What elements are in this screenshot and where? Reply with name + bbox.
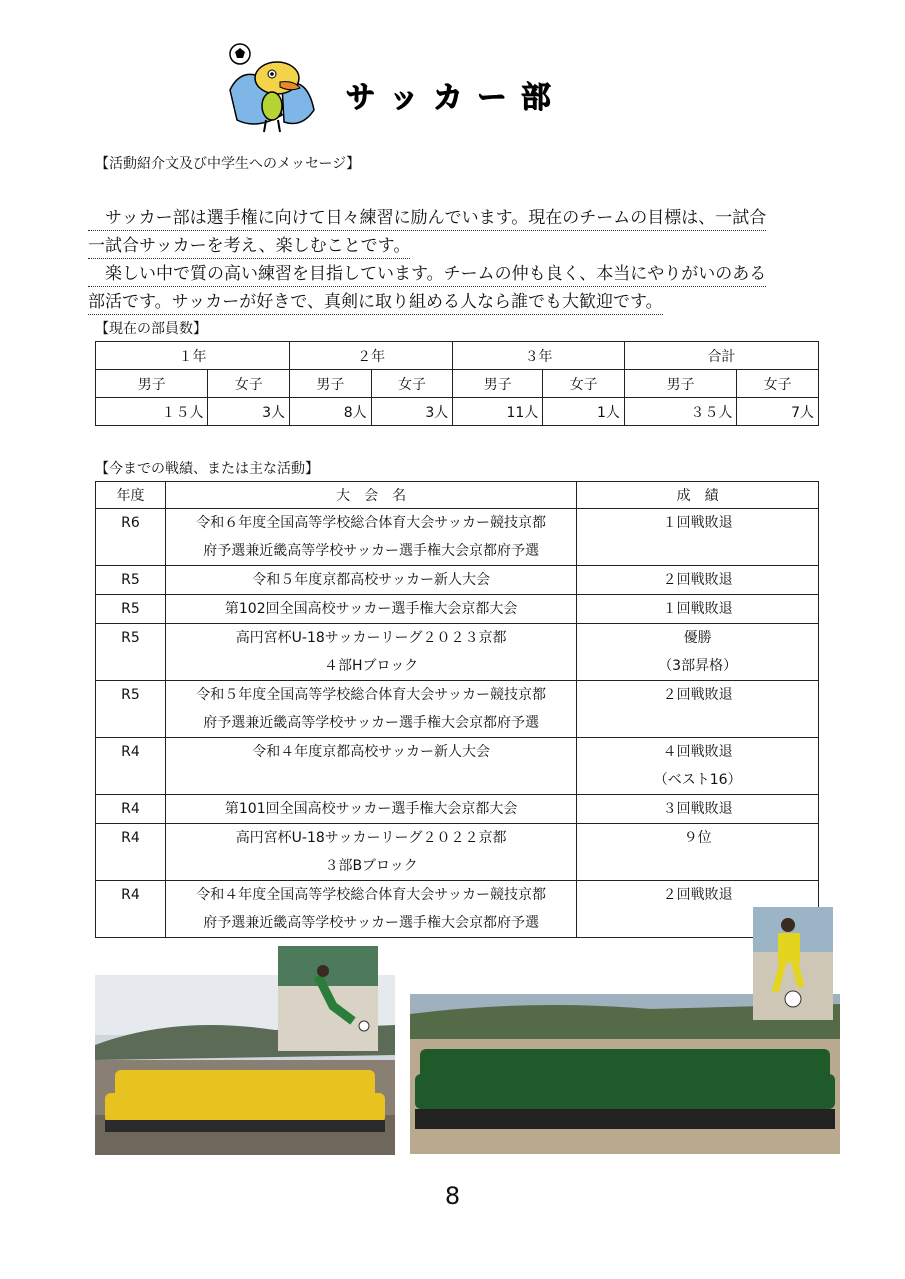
mascot-logo — [222, 40, 322, 138]
record-result — [577, 624, 819, 681]
record-year: R4 — [96, 795, 166, 824]
table-row — [96, 624, 819, 681]
member-count: 3人 — [208, 398, 290, 426]
record-event — [165, 681, 576, 738]
record-result-line: ２回戦敗退 — [662, 572, 733, 588]
record-event-line: ４部Hブロック — [323, 658, 419, 674]
record-year: R4 — [96, 881, 166, 938]
record-result — [577, 509, 819, 566]
message-line: 一試合サッカーを考え、楽しむことです。 — [88, 234, 410, 259]
page-number: 8 — [444, 1182, 461, 1210]
record-result — [577, 738, 819, 795]
column-header: 大 会 名 — [165, 482, 576, 509]
record-result-line: １回戦敗退 — [662, 601, 733, 617]
members-table — [95, 341, 819, 426]
table-row — [96, 681, 819, 738]
record-result — [577, 595, 819, 624]
records-table — [95, 481, 819, 938]
group-header: 合計 — [624, 342, 818, 370]
member-count: 11人 — [453, 398, 543, 426]
sub-header: 女子 — [208, 370, 290, 398]
record-result-line: １回戦敗退 — [662, 515, 733, 531]
record-event-line: 高円宮杯U-18サッカーリーグ２０２２京都 — [235, 830, 507, 846]
record-event — [165, 566, 576, 595]
record-event-line: 府予選兼近畿高等学校サッカー選手権大会京都府予選 — [203, 715, 539, 731]
members-heading: 【現在の部員数】 — [95, 321, 207, 337]
member-count: 3人 — [371, 398, 453, 426]
sub-header: 男子 — [453, 370, 543, 398]
group-header: ２年 — [290, 342, 453, 370]
member-count: 7人 — [737, 398, 819, 426]
sub-header: 女子 — [543, 370, 625, 398]
record-year: R5 — [96, 566, 166, 595]
record-event — [165, 595, 576, 624]
record-result — [577, 681, 819, 738]
record-event-line: ３部Bブロック — [324, 858, 418, 874]
sub-header: 男子 — [290, 370, 372, 398]
record-year: R4 — [96, 738, 166, 795]
kick-photo — [278, 946, 378, 1051]
record-year: R5 — [96, 681, 166, 738]
table-row — [96, 824, 819, 881]
record-event — [165, 795, 576, 824]
record-result-line: ２回戦敗退 — [662, 687, 733, 703]
message-line: 楽しい中で質の高い練習を目指しています。チームの仲も良く、本当にやりがいのある — [88, 262, 766, 287]
record-event-line: 令和６年度全国高等学校総合体育大会サッカー競技京都 — [196, 515, 546, 531]
group-header: １年 — [96, 342, 290, 370]
record-event-line: 府予選兼近畿高等学校サッカー選手権大会京都府予選 — [203, 915, 539, 931]
table-row — [96, 881, 819, 938]
record-event-line: 府予選兼近畿高等学校サッカー選手権大会京都府予選 — [203, 543, 539, 559]
table-row — [96, 595, 819, 624]
record-result-line: ９位 — [683, 830, 712, 846]
record-result-line: ４回戦敗退 — [662, 744, 733, 760]
table-row — [96, 738, 819, 795]
table-row — [96, 509, 819, 566]
record-event-line: 令和４年度全国高等学校総合体育大会サッカー競技京都 — [196, 887, 546, 903]
records-heading: 【今までの戦績、または主な活動】 — [95, 461, 319, 477]
sub-header: 女子 — [371, 370, 453, 398]
record-event — [165, 738, 576, 795]
record-year: R6 — [96, 509, 166, 566]
message-line: サッカー部は選手権に向けて日々練習に励んでいます。現在のチームの目標は、一試合 — [88, 206, 766, 231]
record-result-line: 優勝 — [683, 630, 712, 646]
page-title: サッカー部 — [345, 80, 565, 115]
message-line: 部活です。サッカーが好きで、真剣に取り組める人なら誰でも大歓迎です。 — [88, 290, 663, 315]
player-ball-photo — [753, 907, 833, 1020]
record-result-line: （3部昇格） — [658, 658, 738, 674]
member-count: 1人 — [543, 398, 625, 426]
sub-header: 男子 — [96, 370, 208, 398]
record-event-line: 令和５年度京都高校サッカー新人大会 — [252, 572, 490, 588]
column-header: 年度 — [96, 482, 166, 509]
record-event-line: 第102回全国高校サッカー選手権大会京都大会 — [224, 601, 518, 617]
table-row — [96, 566, 819, 595]
record-event — [165, 509, 576, 566]
message-heading: 【活動紹介文及び中学生へのメッセージ】 — [95, 156, 361, 172]
record-result-line: （ベスト16） — [653, 772, 742, 788]
record-year: R5 — [96, 595, 166, 624]
member-count: 8人 — [290, 398, 372, 426]
member-count: １５人 — [96, 398, 208, 426]
group-header: ３年 — [453, 342, 625, 370]
record-year: R4 — [96, 824, 166, 881]
record-event-line: 高円宮杯U-18サッカーリーグ２０２３京都 — [235, 630, 507, 646]
record-result — [577, 824, 819, 881]
record-result — [577, 795, 819, 824]
record-event — [165, 624, 576, 681]
record-result-line: ２回戦敗退 — [662, 887, 733, 903]
record-event — [165, 824, 576, 881]
column-header: 成 績 — [577, 482, 819, 509]
member-count: ３５人 — [624, 398, 736, 426]
sub-header: 男子 — [624, 370, 736, 398]
record-event-line: 令和４年度京都高校サッカー新人大会 — [252, 744, 490, 760]
sub-header: 女子 — [737, 370, 819, 398]
record-year: R5 — [96, 624, 166, 681]
record-event — [165, 881, 576, 938]
record-result — [577, 566, 819, 595]
table-row — [96, 795, 819, 824]
record-event-line: 第101回全国高校サッカー選手権大会京都大会 — [224, 801, 518, 817]
record-event-line: 令和５年度全国高等学校総合体育大会サッカー競技京都 — [196, 687, 546, 703]
record-result-line: ３回戦敗退 — [662, 801, 733, 817]
